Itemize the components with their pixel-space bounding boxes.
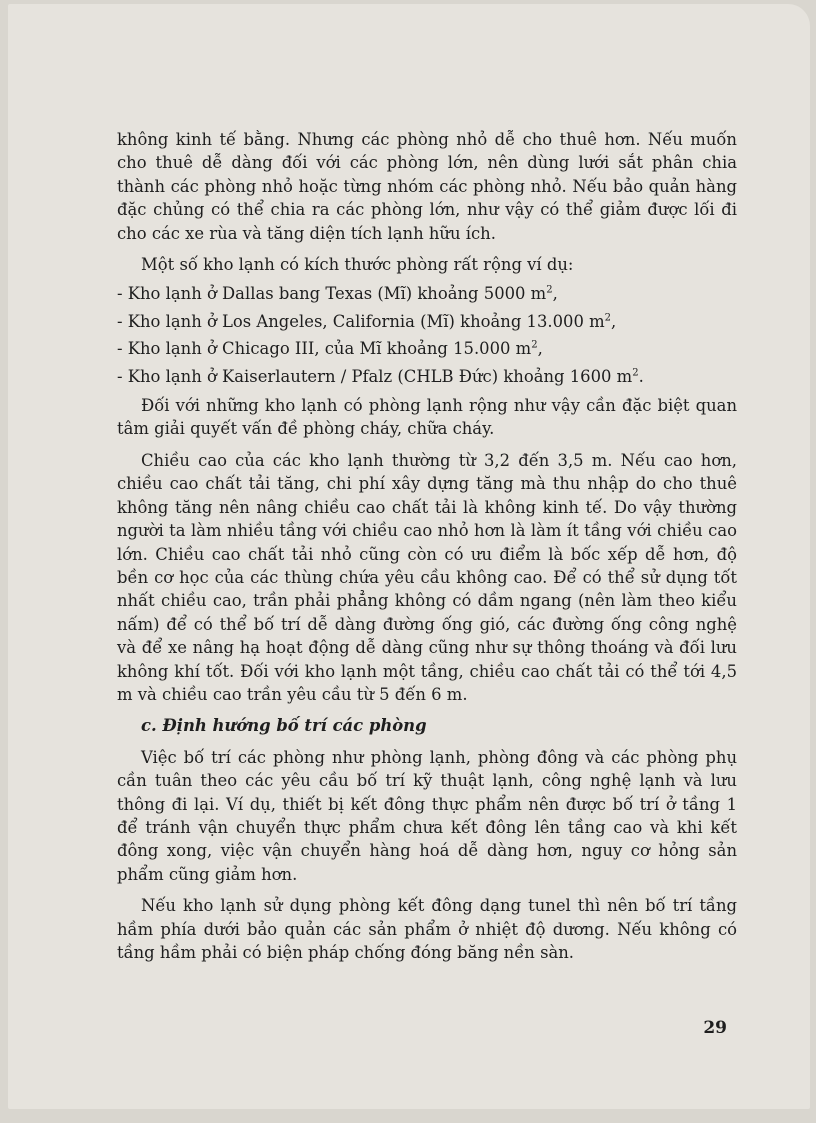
paragraph-2: Một số kho lạnh có kích thước phòng rất rộng ví dụ: (141, 255, 574, 275)
example-item: - Kho lạnh ở Kaiserlautern / Pfalz (CHLB Đức) khoảng 1600 $m^2$. (117, 366, 644, 386)
paragraph-1: không kinh tế bằng. Nhưng các phòng nhỏ dễ cho thuê hơn. Nếu muốn cho thuê dễ dàng đối với các phòng lớn, nên dùng lưới sắt phân chia thành các phòng nhỏ hoặc từng nhóm các phòng nhỏ. Nếu bảo quản hàng đặc chủng có thể chia ra các phòng lớn, như vậy có thể giảm được lối đi cho các xe rùa và tăng diện tích lạnh hữu ích. (117, 130, 737, 243)
examples-list (117, 282, 737, 388)
body-text (117, 128, 737, 964)
example-item: - Kho lạnh ở Dallas bang Texas (Mĩ) khoảng 5000 $m^2$, (117, 284, 558, 304)
paragraph-6: Nếu kho lạnh sử dụng phòng kết đông dạng tunel thì nên bố trí tầng hầm phía dưới bảo quản các sản phẩm ở nhiệt độ dương. Nếu không có tầng hầm phải có biện pháp chống đóng băng nền sàn. (117, 896, 737, 962)
page-number: 29 (703, 1018, 727, 1038)
paragraph-4: Chiều cao của các kho lạnh thường từ 3,2 đến 3,5 m. Nếu cao hơn, chiều cao chất tải tăng, chi phí xây dựng tăng mà thu nhập do cho thuê không tăng nên nâng chiều cao chất tải là không kinh tế. Do vậy thường người ta làm nhiều tầng với chiều cao nhỏ hơn là làm ít tầng với chiều cao lớn. Chiều cao chất tải nhỏ cũng còn có ưu điểm là bốc xếp dễ hơn, độ bền cơ học của các thùng chứa yêu cầu không cao. Để có thể sử dụng tốt nhất chiều cao, trần phải phẳng không có dầm ngang (nên làm theo kiểu nấm) để có thể bố trí dễ dàng đường ống gió, các đường ống công nghệ và để xe nâng hạ hoạt động dễ dàng cũng như sự thông thoáng và đối lưu không khí tốt. Đối với kho lạnh một tầng, chiều cao chất tải có thể tới 4,5 m và chiều cao trần yêu cầu từ 5 đến 6 m. (117, 450, 737, 704)
section-heading: c. Định hướng bố trí các phòng (141, 716, 427, 736)
paragraph-5: Việc bố trí các phòng như phòng lạnh, phòng đông và các phòng phụ cần tuân theo các yêu cầu bố trí kỹ thuật lạnh, công nghệ lạnh và lưu thông đi lại. Ví dụ, thiết bị kết đông thực phẩm nên được bố trí ở tầng 1 để tránh vận chuyển thực phẩm chưa kết đông lên tầng cao và khi kết đông xong, việc vận chuyển hàng hoá dễ dàng hơn, nguy cơ hỏng sản phẩm cũng giảm hơn. (117, 747, 737, 884)
example-item: - Kho lạnh ở Los Angeles, California (Mĩ) khoảng 13.000 $m^2$, (117, 311, 617, 331)
paragraph-3: Đối với những kho lạnh có phòng lạnh rộng như vậy cần đặc biệt quan tâm giải quyết vấn đề phòng cháy, chữa cháy. (117, 396, 737, 439)
example-item: - Kho lạnh ở Chicago III, của Mĩ khoảng 15.000 $m^2$, (117, 339, 543, 359)
